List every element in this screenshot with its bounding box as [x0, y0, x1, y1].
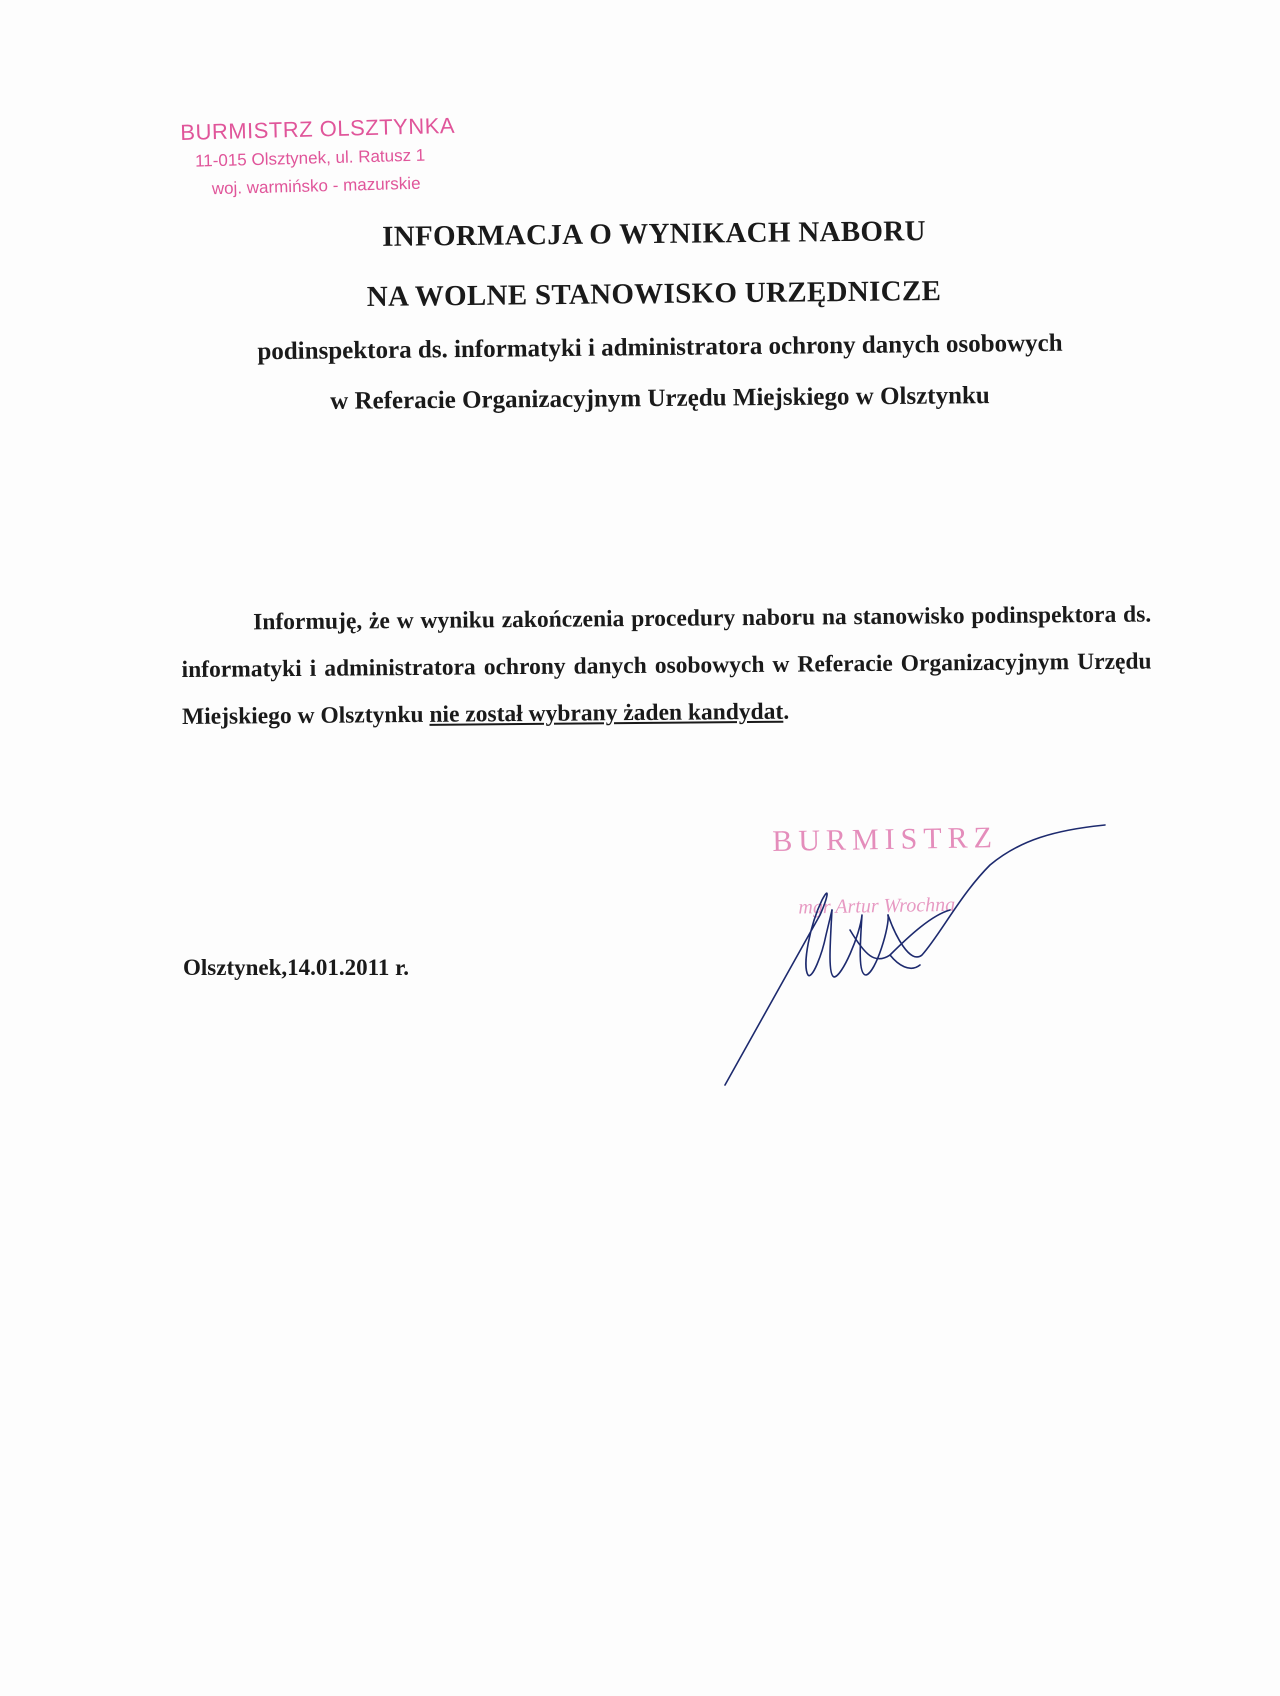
paragraph-main-text: Informuję, że w wyniku zakończenia procedury naboru na stanowisko podinspektora ds. informatyki i administratora ochrony danych osobowych w Referacie Organizacyjnym Urzędu Miejskiego w Olsztynku: [181, 601, 1152, 730]
stamp-header-line2: 11-015 Olsztynek, ul. Ratusz 1: [194, 145, 426, 171]
place-and-date: Olsztynek,14.01.2011 r.: [183, 955, 409, 980]
stamp-header-line3: woj. warmińsko - mazurskie: [211, 173, 421, 199]
stamp-signature-title: BURMISTRZ: [772, 821, 999, 858]
office-header-stamp: [180, 112, 482, 200]
paragraph-result-underlined: nie został wybrany żaden kandydat: [429, 698, 784, 728]
stamp-header-line1: BURMISTRZ OLSZTYNKA: [180, 112, 456, 145]
stamp-signature-name: mgr Artur Wrochna: [798, 893, 956, 919]
document-title-line2: NA WOLNE STANOWISKO URZĘDNICZE: [366, 274, 942, 314]
position-subtitle-line1: podinspektora ds. informatyki i administratora ochrony danych osobowych: [257, 329, 1063, 366]
paragraph-end: .: [783, 698, 790, 725]
handwritten-signature: [710, 815, 1130, 1095]
position-subtitle-line2: w Referacie Organizacyjnym Urzędu Miejskiego w Olsztynku: [330, 382, 990, 415]
announcement-paragraph: [181, 592, 1152, 741]
document-title-line1: INFORMACJA O WYNIKACH NABORU: [382, 215, 926, 253]
